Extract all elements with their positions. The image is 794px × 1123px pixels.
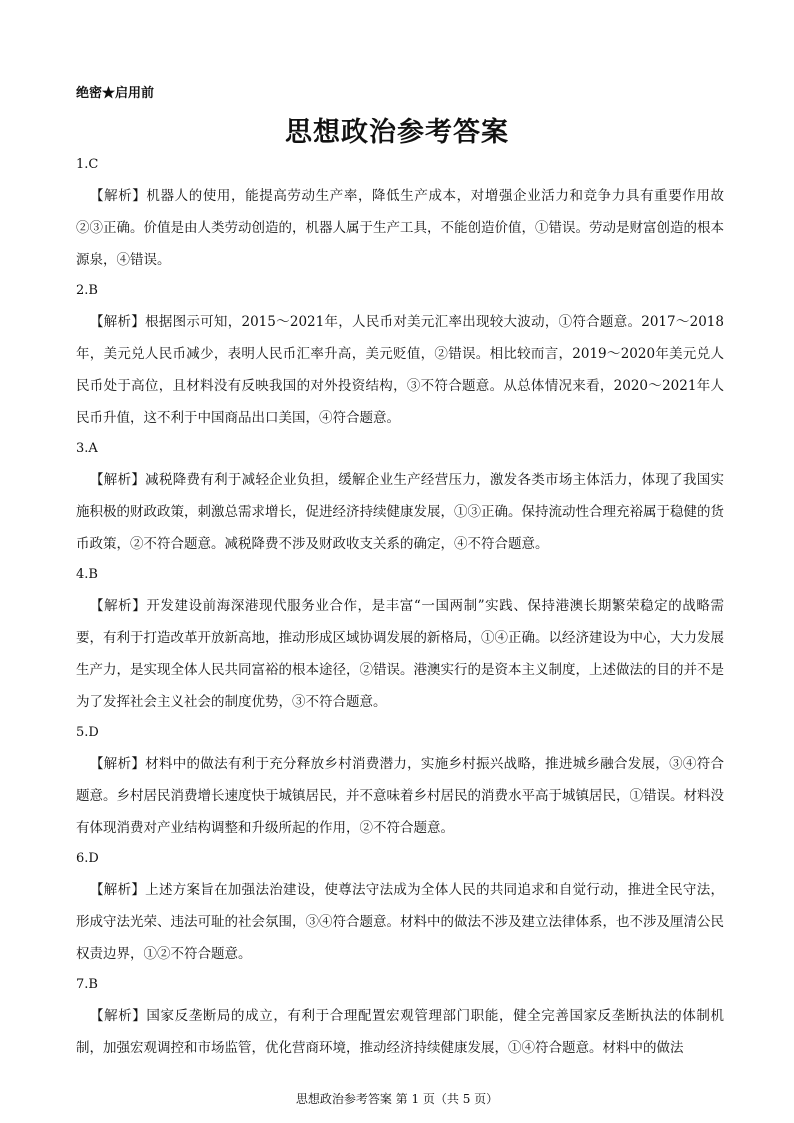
answer-analysis: 【解析】上述方案旨在加强法治建设，使尊法守法成为全体人民的共同追求和自觉行动，推进全民守法，形成守法光荣、违法可耻的社会氛围，③④符合题意。材料中的做法不涉及建立法律体系，也不涉及厘清公民权责边界，①②不符合题意。 (76, 882, 724, 962)
answer-analysis: 【解析】材料中的做法有利于充分释放乡村消费潜力，实施乡村振兴战略，推进城乡融合发展，③④符合题意。乡村居民消费增长速度快于城镇居民，并不意味着乡村居民的消费水平高于城镇居民，①错误。材料没有体现消费对产业结构调整和升级所起的作用，②不符合题意。 (76, 756, 724, 836)
answer-number: 6.D (76, 851, 99, 866)
answer-item (76, 150, 724, 276)
answer-number: 1.C (76, 157, 99, 172)
answer-number: 7.B (76, 977, 98, 992)
answer-item (76, 718, 724, 844)
answer-analysis: 【解析】国家反垄断局的成立，有利于合理配置宏观管理部门职能，健全完善国家反垄断执法的体制机制，加强宏观调控和市场监管，优化营商环境，推动经济持续健康发展，①④符合题意。材料中的做法 (76, 1008, 724, 1056)
answer-item (76, 844, 724, 970)
answer-number: 2.B (76, 283, 98, 298)
answer-item (76, 434, 724, 560)
answer-analysis: 【解析】开发建设前海深港现代服务业合作，是丰富“一国两制”实践、保持港澳长期繁荣稳定的战略需要，有利于打造改革开放新高地，推动形成区域协调发展的新格局，①④正确。以经济建设为中心，大力发展生产力，是实现全体人民共同富裕的根本途径，②错误。港澳实行的是资本主义制度，上述做法的目的并不是为了发挥社会主义社会的制度优势，③不符合题意。 (76, 598, 724, 710)
answer-number: 3.A (76, 441, 98, 456)
answer-list (76, 150, 724, 1064)
answer-item (76, 276, 724, 434)
answer-analysis: 【解析】根据图示可知，2015～2021年，人民币对美元汇率出现较大波动，①符合题意。2017～2018年，美元兑人民币减少，表明人民币汇率升高，美元贬值，②错误。相比较而言，2019～2020年美元兑人民币处于高位，且材料没有反映我国的对外投资结构，③不符合题意。从总体情况来看，2020～2021年人民币升值，这不利于中国商品出口美国，④符合题意。 (76, 314, 724, 426)
confidential-label: 绝密★启用前 (76, 86, 155, 101)
answer-item (76, 970, 724, 1064)
answer-number: 4.B (76, 567, 98, 582)
answer-analysis: 【解析】减税降费有利于减轻企业负担，缓解企业生产经营压力，激发各类市场主体活力，体现了我国实施积极的财政政策，刺激总需求增长，促进经济持续健康发展，①③正确。保持流动性合理充裕属于稳健的货币政策，②不符合题意。减税降费不涉及财政收支关系的确定，④不符合题意。 (76, 472, 724, 552)
page-title: 思想政治参考答案 (285, 117, 509, 148)
answer-number: 5.D (76, 725, 99, 740)
answer-item (76, 560, 724, 718)
answer-analysis: 【解析】机器人的使用，能提高劳动生产率，降低生产成本，对增强企业活力和竞争力具有重要作用故②③正确。价值是由人类劳动创造的，机器人属于生产工具，不能创造价值，①错误。劳动是财富创造的根本源泉，④错误。 (76, 188, 724, 268)
page-footer: 思想政治参考答案 第 1 页（共 5 页） (295, 1092, 499, 1106)
